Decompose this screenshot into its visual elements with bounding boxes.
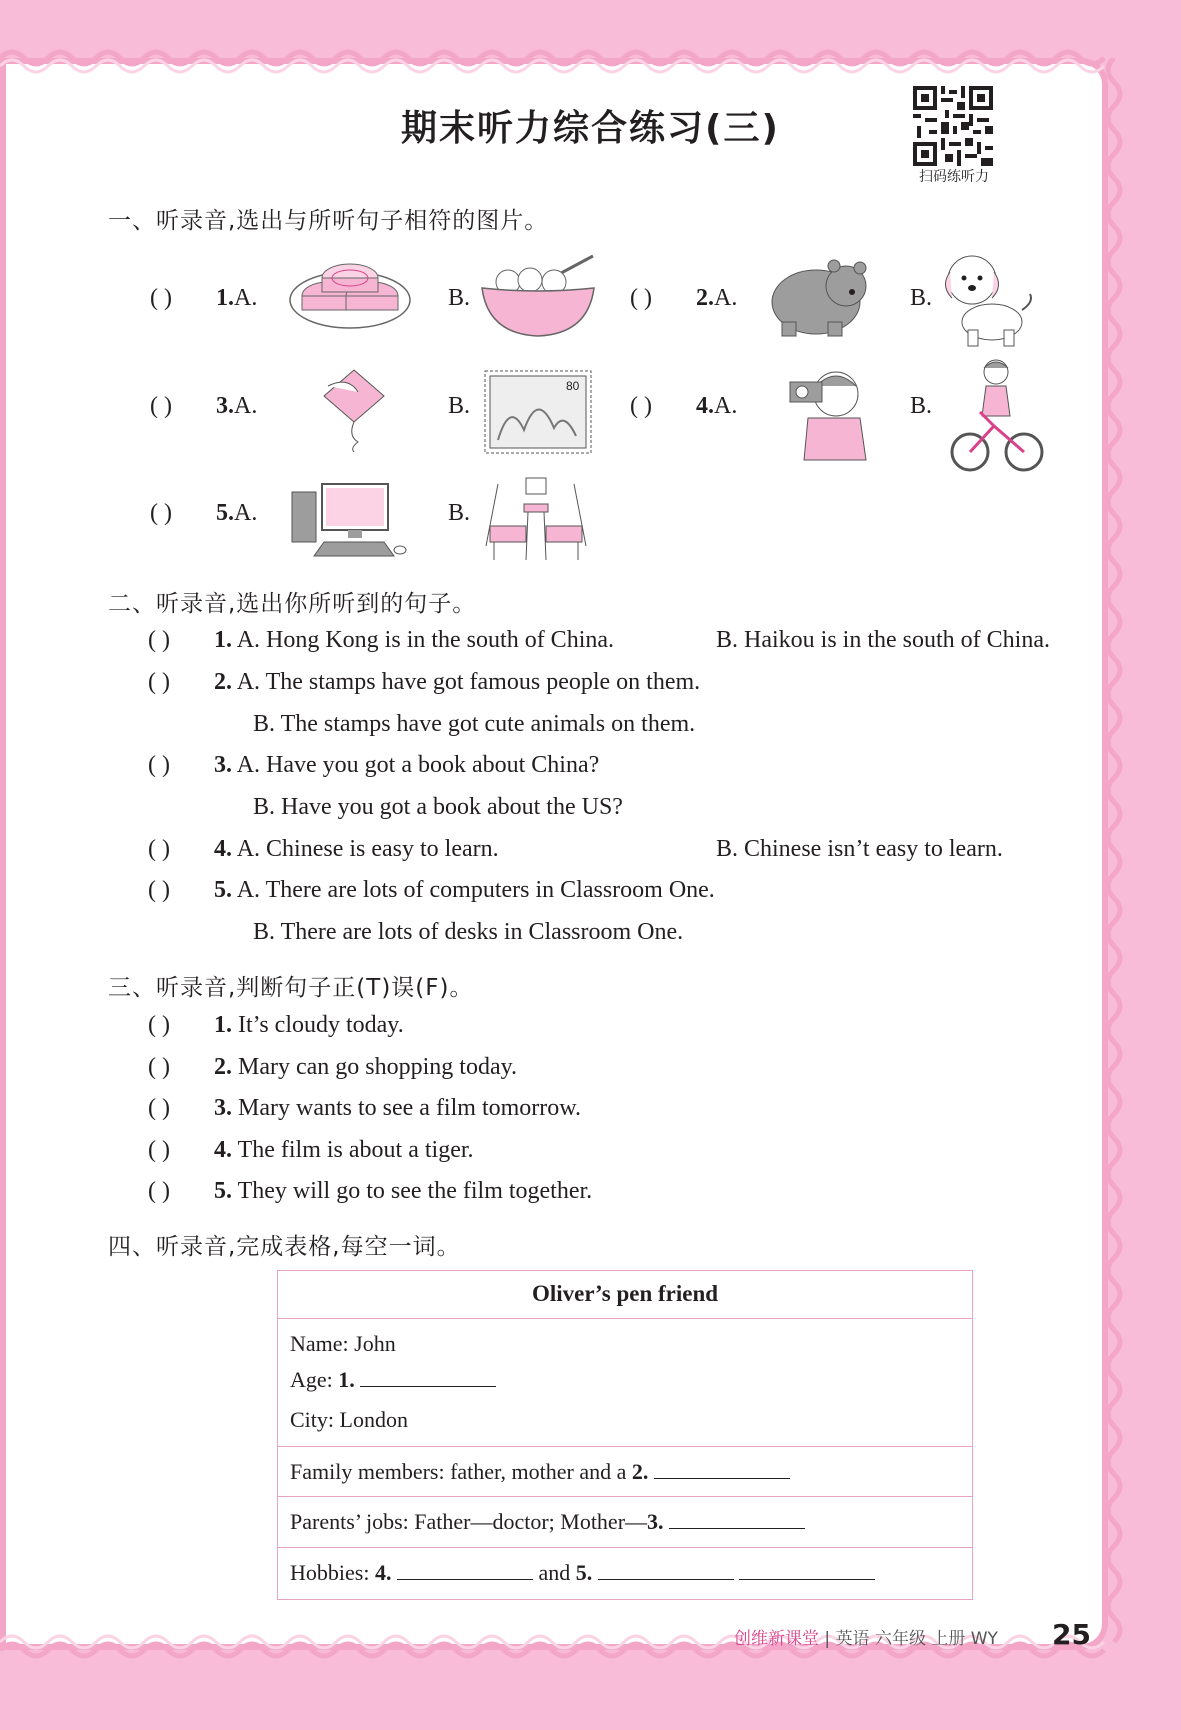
s1-q1-line: ( ) 1.A.: [150, 285, 258, 311]
section2-title: 二、听录音,选出你所听到的句子。: [108, 591, 477, 617]
s2-q2-b: B. The stamps have got cute animals on them.: [253, 711, 696, 737]
table-header: Oliver’s pen friend: [531, 1281, 719, 1306]
s1-q1-b: B.: [448, 285, 471, 311]
puppy-icon[interactable]: [940, 250, 1038, 350]
s2-q1-b: B. Haikou is in the south of China.: [716, 627, 1050, 653]
s1-q3-b: B.: [448, 393, 471, 419]
s1-q5-line: ( ) 5.A.: [150, 500, 258, 526]
table-row-hobbies: [278, 1547, 972, 1600]
table-row-family: [278, 1446, 972, 1497]
girl-bike-icon[interactable]: [950, 356, 1044, 474]
s1-q3-line: ( ) 3.A.: [150, 393, 258, 419]
tangyuan-bowl-icon[interactable]: [478, 250, 598, 340]
s2-q5-b: B. There are lots of desks in Classroom One.: [253, 919, 684, 945]
jobs-line: Parents’ jobs: Father—doctor; Mother—3.: [290, 1509, 805, 1535]
s1-q2-b: B.: [910, 285, 933, 311]
table-row-jobs: [278, 1496, 972, 1548]
s2-q4-b: B. Chinese isn’t easy to learn.: [716, 836, 1003, 862]
s1-q2-line: ( ) 2.A.: [630, 285, 738, 311]
s2-q3-a: ( ) 3. A. Have you got a book about China?: [148, 752, 600, 778]
stamp-icon[interactable]: [484, 370, 592, 454]
answer-paren[interactable]: ( ): [150, 285, 172, 311]
s3-q5: ( ) 5. They will go to see the film together.: [148, 1178, 593, 1204]
s1-q4-line: ( ) 4.A.: [630, 393, 738, 419]
hobby2-blank[interactable]: [598, 1561, 734, 1580]
footer-brand: 创维新课堂: [734, 1629, 819, 1649]
wavy-border-right: [1098, 58, 1130, 1650]
section3-title: 三、听录音,判断句子正(T)误(F)。: [108, 975, 474, 1001]
hobbies-line: Hobbies: 4. and 5.: [290, 1560, 875, 1586]
jobs-blank[interactable]: [669, 1510, 805, 1529]
desks-icon[interactable]: [480, 476, 592, 562]
stamp-value: 80: [566, 379, 580, 393]
bear-icon[interactable]: [768, 252, 870, 338]
s3-q1: ( ) 1. It’s cloudy today.: [148, 1012, 404, 1038]
family-line: Family members: father, mother and a 2.: [290, 1459, 790, 1485]
mooncakes-icon[interactable]: [288, 252, 413, 334]
page-title: 期末听力综合练习(三): [401, 108, 780, 149]
s1-q5-b: B.: [448, 500, 471, 526]
s2-q1-a: ( ) 1. A. Hong Kong is in the south of China.: [148, 627, 615, 653]
page-number: 25: [1052, 1618, 1091, 1651]
camera-boy-icon[interactable]: [780, 366, 872, 462]
s3-q3: ( ) 3. Mary wants to see a film tomorrow.: [148, 1095, 582, 1121]
s3-q4: ( ) 4. The film is about a tiger.: [148, 1137, 474, 1163]
hobby1-blank[interactable]: [397, 1561, 533, 1580]
age-line: Age: 1.: [290, 1367, 496, 1393]
section1-title: 一、听录音,选出与所听句子相符的图片。: [108, 208, 549, 234]
footer-info: [734, 1624, 998, 1649]
hobby2-blank-extra[interactable]: [739, 1561, 875, 1580]
s2-q4-a: ( ) 4. A. Chinese is easy to learn.: [148, 836, 499, 862]
s2-q2-a: ( ) 2. A. The stamps have got famous people on them.: [148, 669, 701, 695]
footer-subject: | 英语 六年级 上册 WY: [824, 1629, 998, 1649]
s2-q5-a: ( ) 5. A. There are lots of computers in Classroom One.: [148, 877, 715, 903]
pen-friend-table: [277, 1270, 973, 1600]
qr-code-icon[interactable]: [913, 86, 993, 166]
s2-q3-b: B. Have you got a book about the US?: [253, 794, 623, 820]
name-line: Name: John: [290, 1331, 396, 1356]
family-blank[interactable]: [654, 1460, 790, 1479]
computer-icon[interactable]: [290, 482, 408, 558]
age-blank[interactable]: [360, 1368, 496, 1387]
kite-icon[interactable]: [318, 366, 390, 452]
s1-q4-b: B.: [910, 393, 933, 419]
wavy-border-top: [0, 42, 1110, 74]
section4-title: 四、听录音,完成表格,每空一词。: [108, 1234, 461, 1260]
s3-q2: ( ) 2. Mary can go shopping today.: [148, 1054, 518, 1080]
table-row-personal: [278, 1318, 972, 1447]
qr-caption: 扫码练听力: [919, 169, 989, 185]
city-line: City: London: [290, 1407, 408, 1432]
